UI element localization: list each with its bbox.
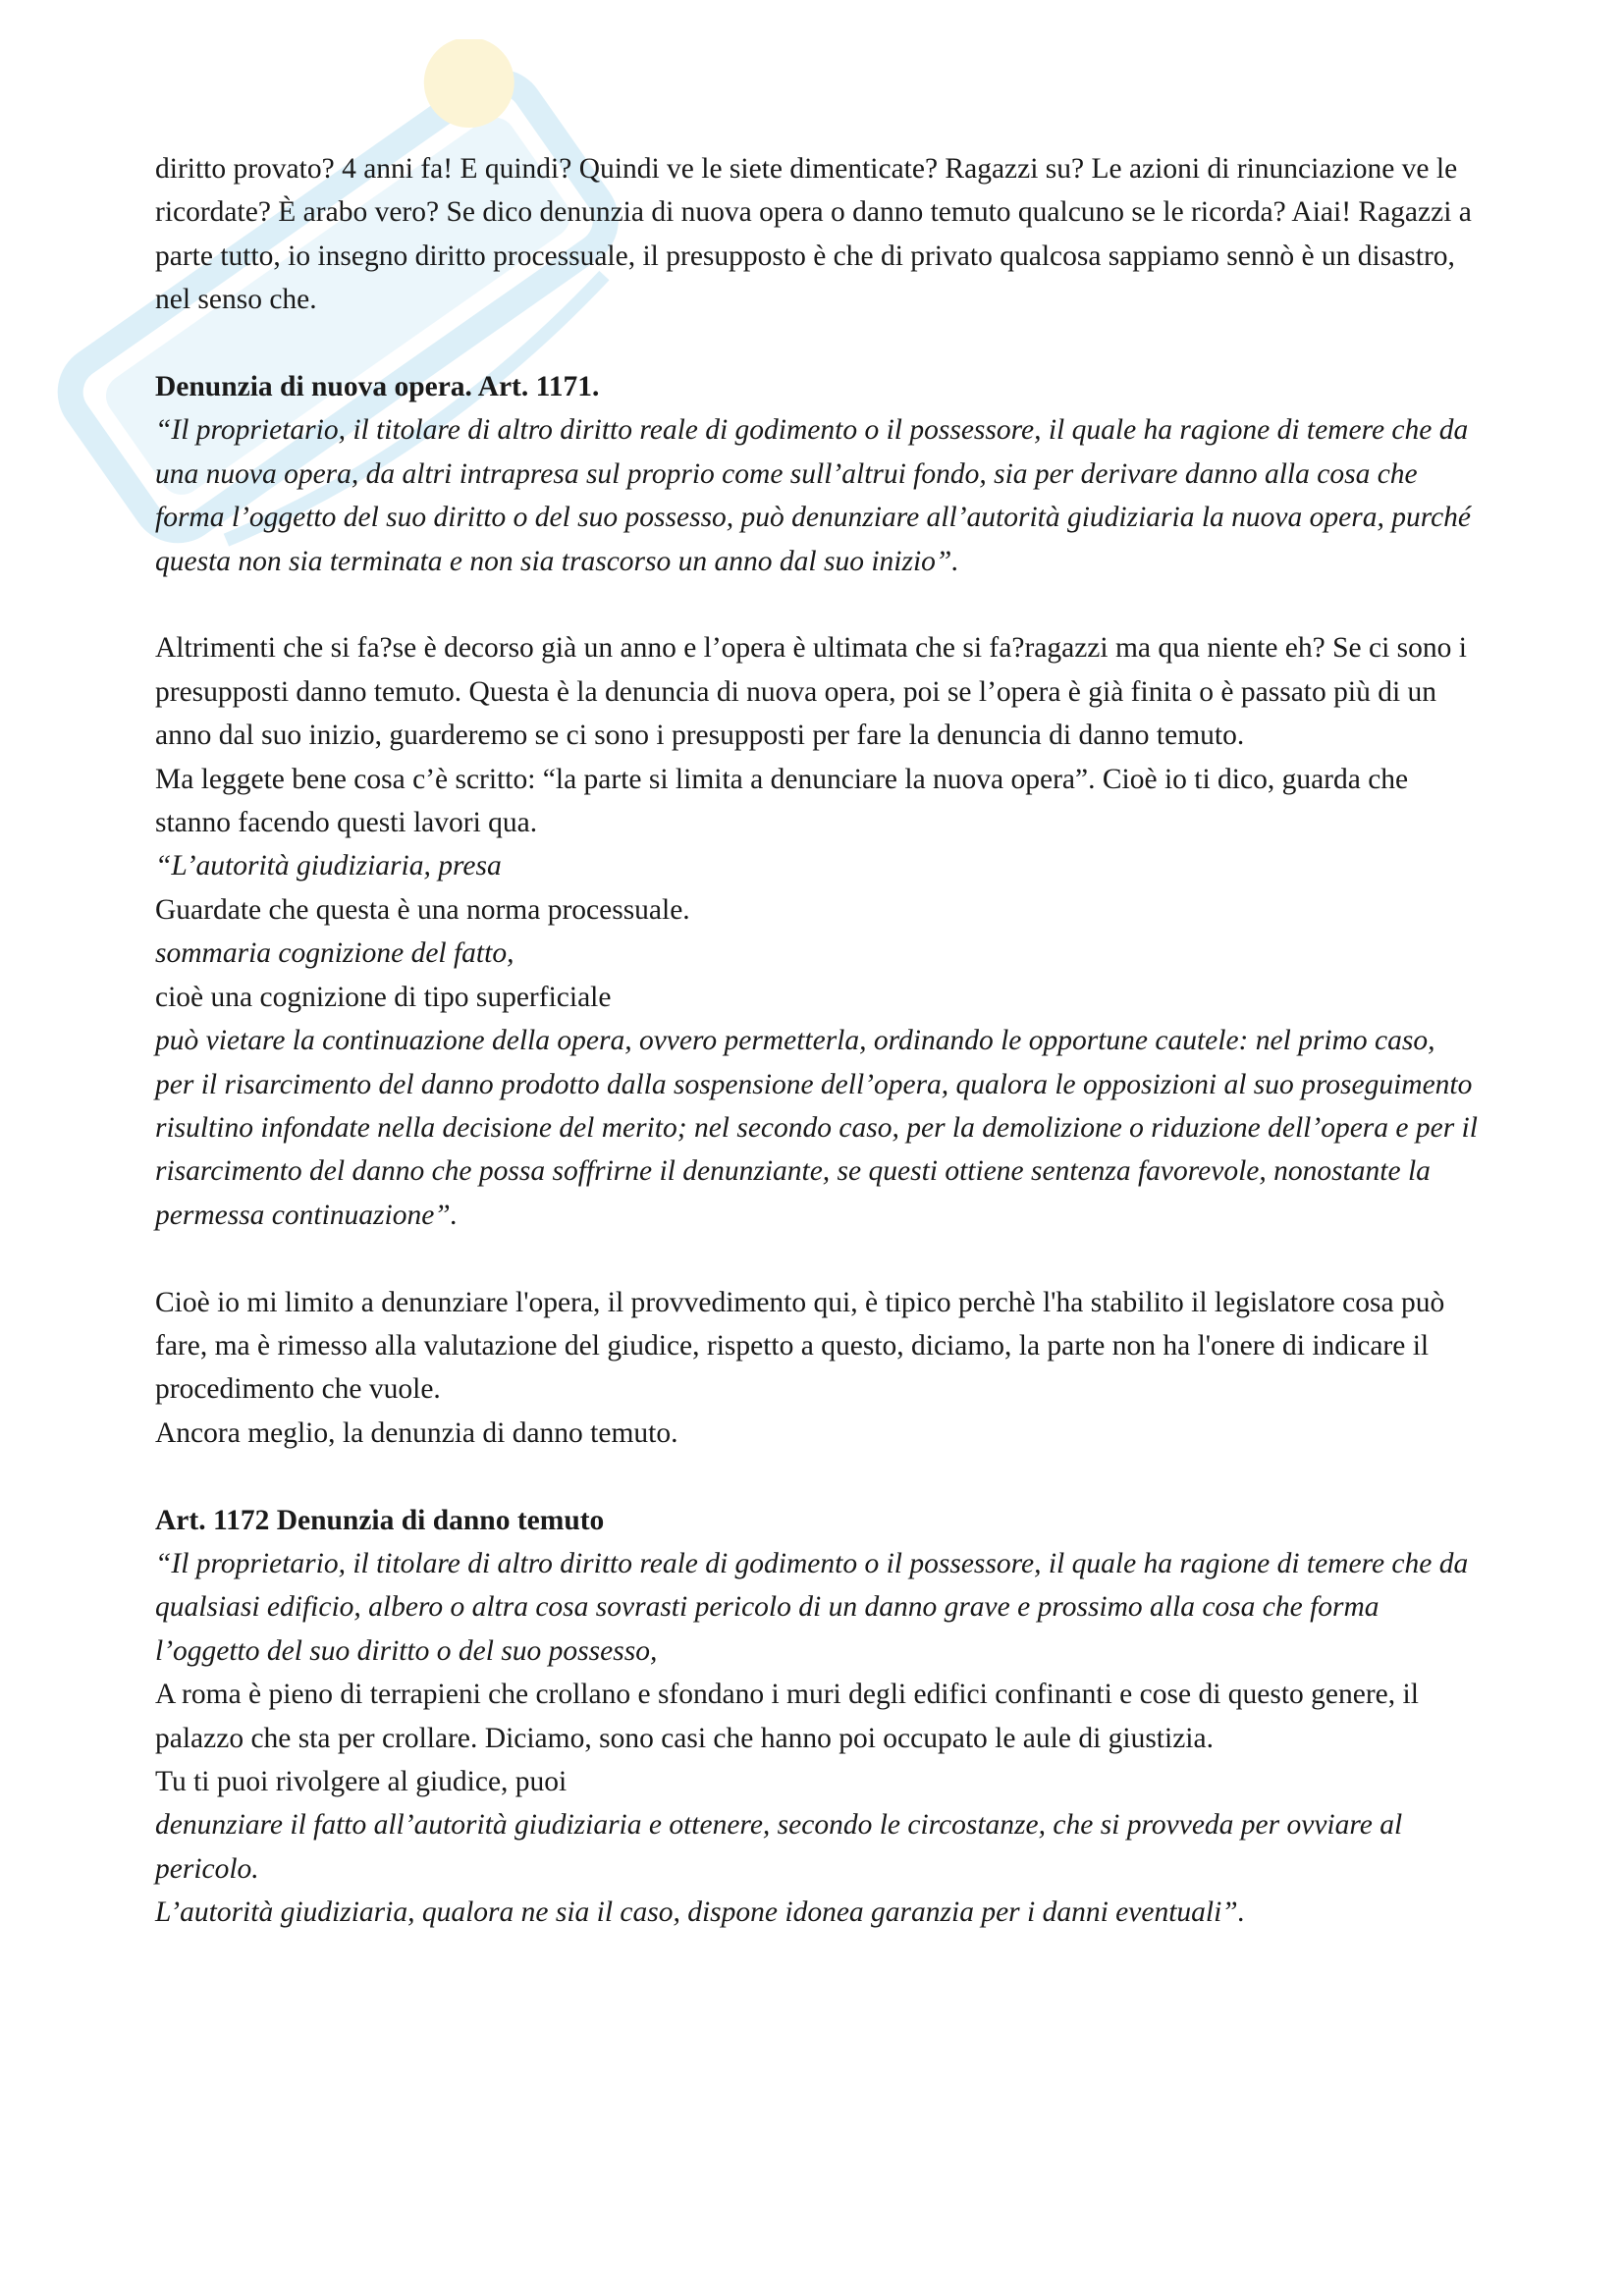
paragraph-gap [155, 1237, 1481, 1280]
paragraph-cognizione-superficiale: cioè una cognizione di tipo superficiale [155, 981, 612, 1013]
quote-art-1171: “Il proprietario, il titolare di altro diritto reale di godimento o il possessore, il quale ha ragione di temere che da una nuova opera, da altri intrapresa sul proprio come sull’altrui fondo, sia per derivare danno alla cosa che forma l’oggetto del suo diritto o del suo possesso, può denunziare all’autorità giudiziaria la nuova opera, purché questa non sia terminata e non sia trascorso un anno dal suo inizio”. [155, 414, 1472, 577]
document-page [155, 147, 1481, 1935]
quote-art-1172: “Il proprietario, il titolare di altro diritto reale di godimento o il possessore, il quale ha ragione di temere che da qualsiasi edificio, albero o altra cosa sovrasti pericolo di un danno grave e prossimo alla cosa che forma l’oggetto del suo diritto o del suo possesso, [155, 1547, 1469, 1667]
quote-garanzia-danni: L’autorità giudiziaria, qualora ne sia il caso, dispone idonea garanzia per i danni eventuali”. [155, 1896, 1246, 1929]
quote-autorita-presa: “L’autorità giudiziaria, presa [155, 850, 502, 882]
paragraph-gap [155, 583, 1481, 626]
paragraph-leggete: Ma leggete bene cosa c’è scritto: “la parte si limita a denunciare la nuova opera”. Cioè io ti dico, guarda che stanno facendo questi lavori qua. [155, 763, 1409, 839]
paragraph-gap [155, 322, 1481, 365]
paragraph-roma: A roma è pieno di terrapieni che crollano e sfondano i muri degli edifici confinanti e cose di questo genere, il palazzo che sta per crollare. Diciamo, sono casi che hanno poi occupato le aule di giustizia. [155, 1679, 1419, 1754]
heading-art-1172: Art. 1172 Denunzia di danno temuto [155, 1504, 605, 1536]
quote-denunziare-fatto: denunziare il fatto all’autorità giudiziaria e ottenere, secondo le circostanze, che si provveda per ovviare al pericolo. [155, 1809, 1403, 1885]
paragraph-gap [155, 1455, 1481, 1498]
paragraph-intro: diritto provato? 4 anni fa! E quindi? Quindi ve le siete dimenticate? Ragazzi su? Le azioni di rinunciazione ve le ricordate? È arabo vero? Se dico denunzia di nuova opera o danno temuto qualcuno se le ricorda? Aiai! Ragazzi a parte tutto, io insegno diritto processuale, il presupposto è che di privato qualcosa sappiamo sennò è un disastro, nel senso che. [155, 153, 1472, 316]
paragraph-cioe-limito: Cioè io mi limito a denunziare l'opera, il provvedimento qui, è tipico perchè l'ha stabilito il legislatore cosa può fare, ma è rimesso alla valutazione del giudice, rispetto a questo, diciamo, la parte non ha l'onere di indicare il procedimento che vuole. [155, 1286, 1445, 1406]
paragraph-altrimenti: Altrimenti che si fa?se è decorso già un anno e l’opera è ultimata che si fa?ragazzi ma qua niente eh? Se ci sono i presupposti danno temuto. Questa è la denuncia di nuova opera, poi se l’opera è già finita o è passato più di un anno dal suo inizio, guarderemo se ci sono i presupposti per fare la denuncia di danno temuto. [155, 632, 1467, 752]
paragraph-ancora-meglio: Ancora meglio, la denunzia di danno temuto. [155, 1416, 678, 1449]
heading-art-1171: Denunzia di nuova opera. Art. 1171. [155, 371, 600, 403]
paragraph-norma-processuale: Guardate che questa è una norma processuale. [155, 893, 690, 926]
paragraph-rivolgere-giudice: Tu ti puoi rivolgere al giudice, puoi [155, 1765, 568, 1797]
quote-vietare-continuazione: può vietare la continuazione della opera, ovvero permetterla, ordinando le opportune cautele: nel primo caso, per il risarcimento del danno prodotto dalla sospensione dell’opera, qualora le opposizioni al suo proseguimento risultino infondate nella decisione del merito; nel secondo caso, per la demolizione o riduzione dell’opera e per il risarcimento del danno che possa soffrirne il denunziante, se questi ottiene sentenza favorevole, nonostante la permessa continuazione”. [155, 1025, 1478, 1231]
quote-sommaria-cognizione: sommaria cognizione del fatto, [155, 937, 514, 970]
